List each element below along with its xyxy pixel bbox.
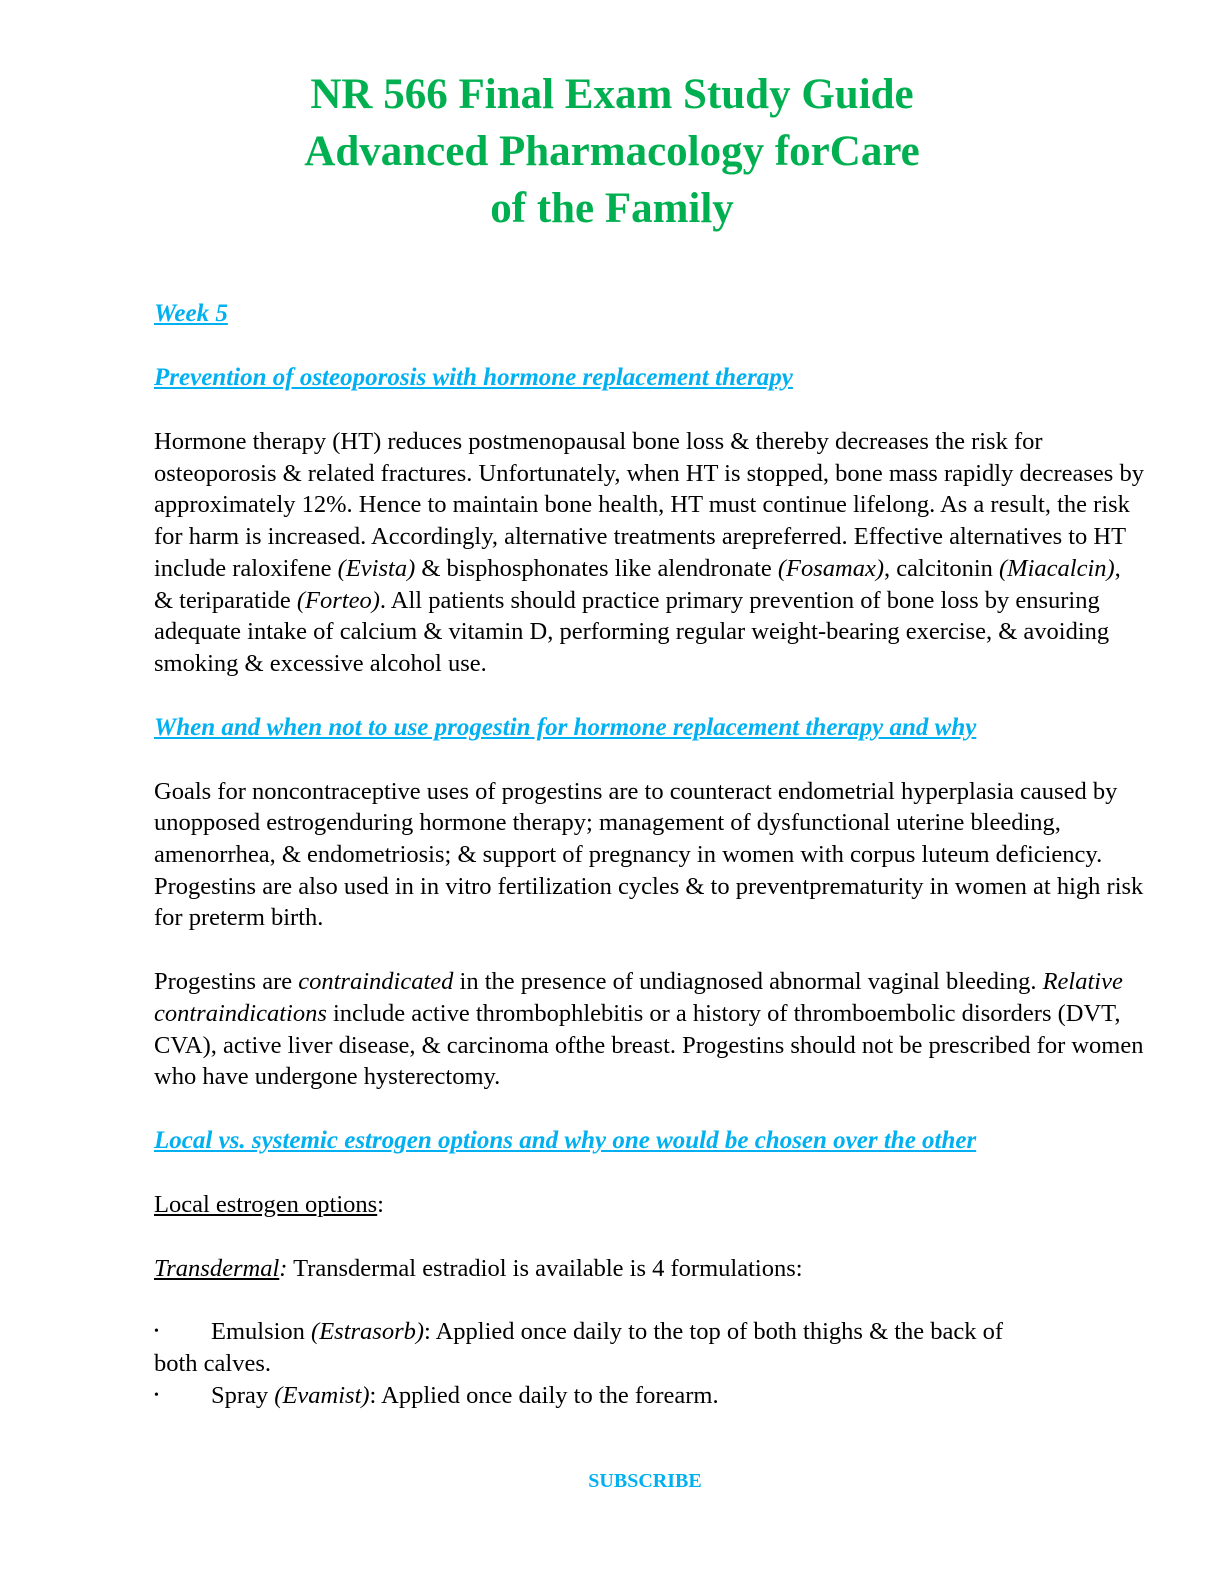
week-heading: Week 5 [154, 300, 228, 327]
list-item-emulsion: • Emulsion (Estrasorb): Applied once daily to the top of both thighs & the back of both calves. [154, 1318, 1004, 1378]
section-heading-osteoporosis: Prevention of osteoporosis with hormone replacement therapy [154, 364, 793, 391]
paragraph-osteoporosis: Hormone therapy (HT) reduces postmenopausal bone loss & thereby decreases the risk for osteoporosis & related fractures. Unfortunately, when HT is stopped, bone mass rapidly decreases by approximately 12%. Hence to maintain bone health, HT must continue lifelong. As a result, the risk for harm is increased. Accordingly, alternative treatments arepreferred. Effective alternatives to HT include raloxifene (Evista) & bisphosphonates like alendronate (Fosamax), calcitonin (Miacalcin), & teriparatide (Forteo). All patients should practice primary prevention of bone loss by ensuring adequate intake of calcium & vitamin D, performing regular weight-bearing exercise, & avoiding smoking & excessive alcohol use. [154, 428, 1144, 677]
list-item-spray: • Spray (Evamist): Applied once daily to the forearm. [154, 1380, 1144, 1412]
transdermal-line: Transdermal: Transdermal estradiol is available is 4 formulations: [154, 1254, 803, 1282]
local-estrogen-label: Local estrogen options: [154, 1190, 384, 1218]
section-heading-estrogen: Local vs. systemic estrogen options and why one would be chosen over the other [154, 1126, 977, 1154]
title-line-2: Advanced Pharmacology forCare [304, 128, 920, 175]
bullet-icon: • [154, 1324, 159, 1340]
document-body [154, 298, 1144, 1411]
title-line-1: NR 566 Final Exam Study Guide [310, 71, 914, 118]
document-title [0, 66, 1224, 237]
paragraph-progestin-contraindications: Progestins are contraindicated in the presence of undiagnosed abnormal vaginal bleeding. Relative contraindications include active thrombophlebitis or a history of thromboembolic disorders (DVT, CVA), active liver disease, & carcinoma ofthe breast. Progestins should not be prescribed for women who have undergone hysterectomy. [154, 968, 1144, 1091]
paragraph-progestin-goals: Goals for noncontraceptive uses of progestins are to counteract endometrial hyperplasia caused by unopposed estrogenduring hormone therapy; management of dysfunctional uterine bleeding, amenorrhea, & endometriosis; & support of pregnancy in women with corpus luteum deficiency. Progestins are also used in in vitro fertilization cycles & to preventprematurity in women at high risk for preterm birth. [154, 777, 1144, 932]
subscribe-link[interactable]: SUBSCRIBE [588, 1470, 702, 1492]
bullet-icon: • [154, 1387, 159, 1403]
title-line-3: of the Family [490, 185, 734, 232]
section-heading-progestin: When and when not to use progestin for hormone replacement therapy and why [154, 713, 977, 741]
